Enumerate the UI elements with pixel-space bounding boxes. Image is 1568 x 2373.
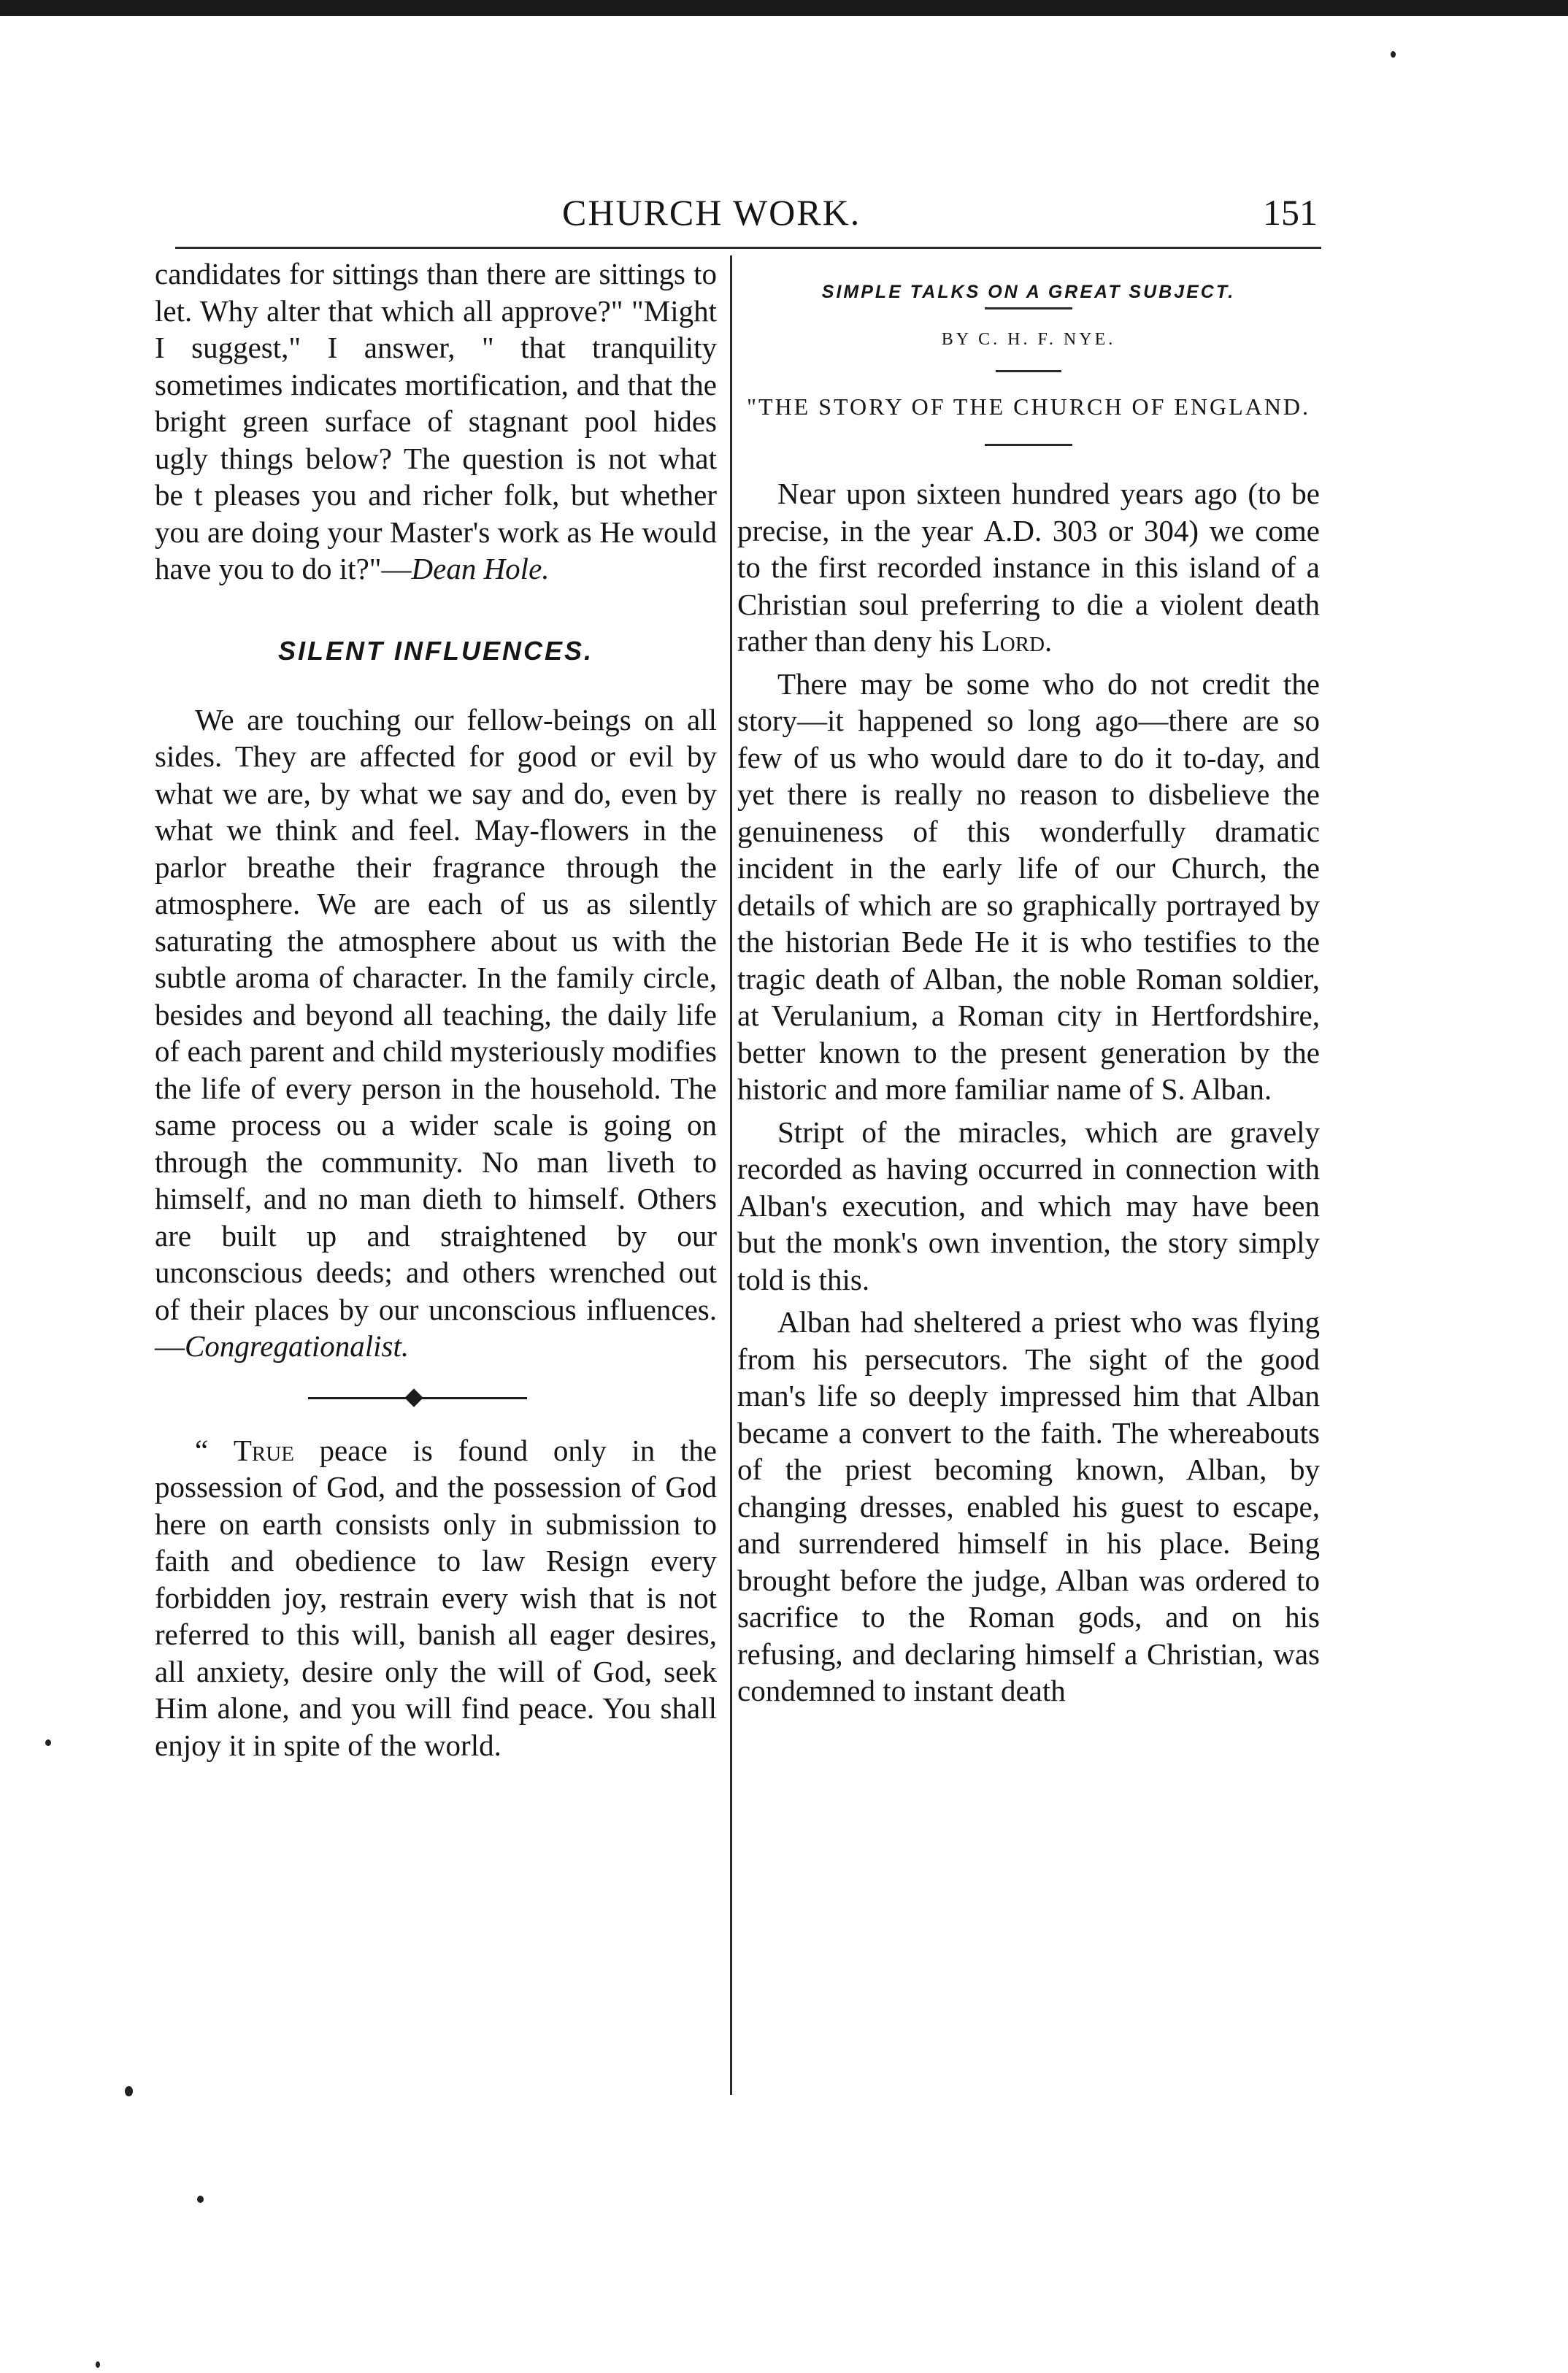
true-peace-paragraph: “ True peace is found only in the possession of God, and the possession of God here on earth consists only in submission to faith and obedience to law Resign every forbidden joy, restrain every wish that is not referred to this will, banish all eager desires, all anxiety, desire only the will of God, seek Him alone, and you will find peace. You shall enjoy it in spite of the world. [155, 1433, 717, 1762]
scan-speck [1391, 51, 1396, 58]
story-paragraph-4: Alban had sheltered a priest who was flying from his persecutors. The sight of the good man's life so deeply impressed him that Alban became a convert to the faith. The whereabouts of the priest becoming known, Alban, by changing dresses, enabled his guest to escape, and surrendered himself in his place. Being brought before the judge, Alban was ordered to sacrifice to the Roman gods, and on his refusing, and declaring himself a Christian, was condemned to instant death [737, 1305, 1320, 1707]
header-rule [175, 247, 1321, 249]
scan-speck [197, 2196, 204, 2203]
left-column [155, 255, 717, 1764]
byline: BY C. H. F. NYE. [941, 330, 1116, 349]
scan-speck [96, 2361, 100, 2368]
ornament-divider [155, 1388, 717, 1407]
silent-influences-text: We are touching our fellow-beings on all sides. They are affected for good or evil by what we are, by what we say and do, even by what we think and feel. May-flowers in the parlor breathe their fragrance through the atmosphere. We are each of us as silently saturating the atmosphere about us with the subtle aroma of character. In the family circle, besides and beyond all teaching, the daily life of each parent and child mysteriously modifies the life of every person in the household. The same process ou a wider scale is going on through the community. No man liveth to himself, and no man dieth to himself. Others are built up and straightened by our unconscious deeds; and others wrenched out of their places by our unconscious influences.— [155, 702, 717, 1363]
scan-speck [45, 1739, 51, 1746]
column-divider [730, 255, 732, 2095]
running-title: CHURCH WORK. [562, 192, 861, 233]
story-title: "THE STORY OF THE CHURCH OF ENGLAND. [746, 393, 1311, 420]
byline-short-rule [996, 370, 1061, 372]
true-peace-text: peace is found only in the possession of God, and the possession of God here on earth consists only in submission to faith and obedience to law Resign every forbidden joy, restrain every wish that is not referred to this will, banish all eager desires, all anxiety, desire only the will of God, seek Him alone, and you will find peace. You shall enjoy it in spite of the world. [155, 1433, 717, 1762]
story-paragraph-2: There may be some who do not credit the story—it happened so long ago—there are so few of us who would dare to do it to-day, and yet there is really no reason to disbelieve the genuineness of this wonderfully dramatic incident in the early life of our Church, the details of which are so graphically portrayed by the historian Bede He it is who testifies to the tragic death of Alban, the noble Roman soldier, at Verulanium, a Roman city in Hertfordshire, better known to the present generation by the historic and more familiar name of S. Alban. [737, 666, 1320, 1106]
silent-influences-heading: SILENT INFLUENCES. [277, 635, 594, 666]
ornament-diamond [404, 1388, 423, 1407]
quote-continuation [155, 255, 717, 588]
title-short-rule [985, 444, 1072, 446]
p1-lord: Lord. [981, 624, 1053, 658]
page-header [0, 191, 1568, 242]
scan-speck [125, 2086, 133, 2096]
true-peace-first-word: True [233, 1433, 294, 1467]
p1-ad: A.D. [983, 513, 1042, 547]
p1-start: Near upon sixteen hundred years ago (to be precise, in the year [737, 477, 1320, 547]
top-border-rule [0, 0, 1568, 16]
quote-continuation-text: candidates for sittings than there are sittings to let. Why alter that which all approve?" "Might I suggest," I answer, " that tranquility sometimes indicates mortification, and that the bright green surface of stagnant pool hides ugly things below? The question is not what be t pleases you and richer folk, but whether you are doing your Master's work as He would have you to do it?"— [155, 257, 717, 585]
p1-mid: 303 or 304) we come to the first recorded instance in this island of a Christian soul preferring to die a violent death rather than deny his [737, 513, 1320, 658]
page-number: 151 [1263, 192, 1318, 233]
silent-influences-attribution: Congregationalist. [185, 1329, 410, 1363]
quote-attribution: Dean Hole. [411, 552, 550, 585]
heading-short-rule [985, 307, 1072, 309]
silent-influences-body [155, 701, 717, 1365]
right-column [737, 255, 1320, 1709]
story-paragraph-1 [737, 475, 1320, 660]
simple-talks-heading: SIMPLE TALKS ON A GREAT SUBJECT. [821, 282, 1236, 302]
story-paragraph-3: Stript of the miracles, which are gravely recorded as having occurred in connection with Alban's execution, and which may have been but the monk's own invention, the story simply told is this. [737, 1115, 1320, 1296]
